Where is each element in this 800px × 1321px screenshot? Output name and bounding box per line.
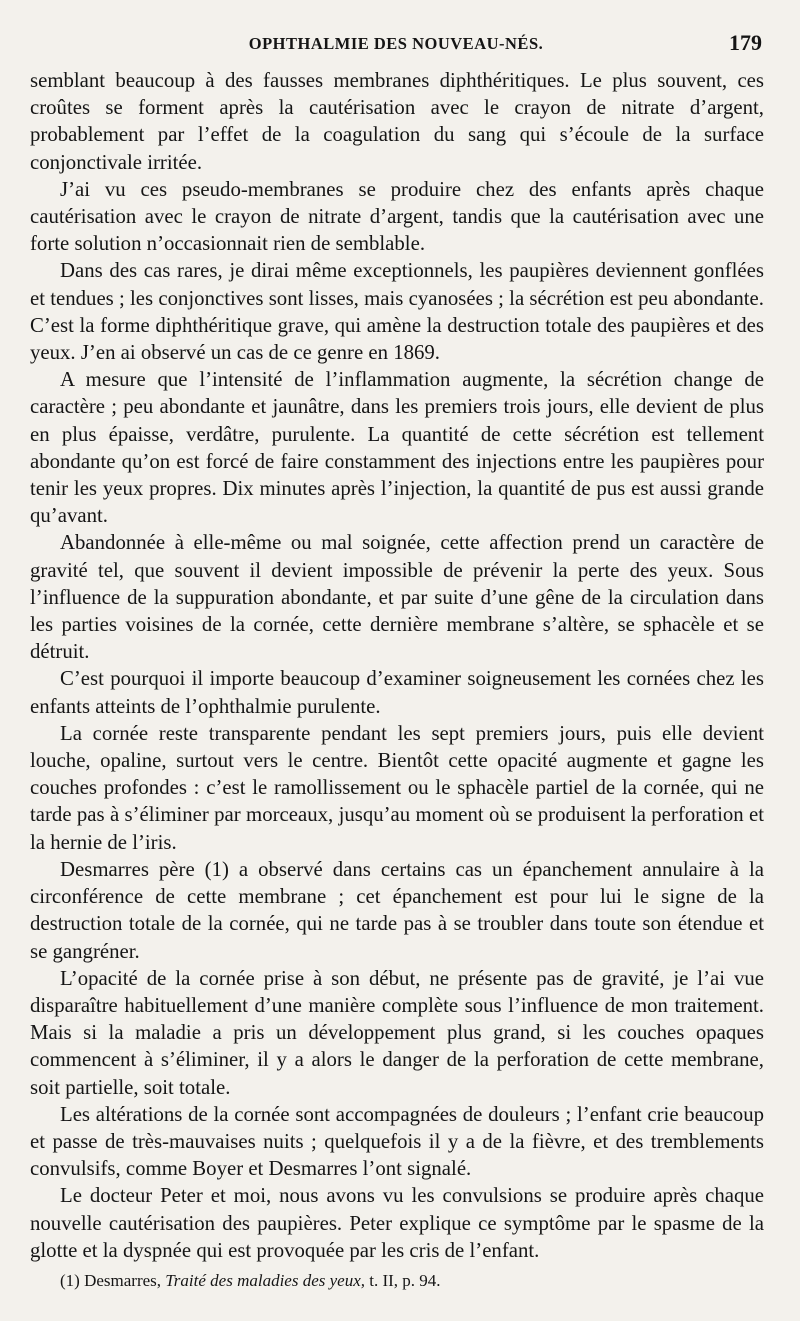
paragraph: C’est pourquoi il importe beaucoup d’examiner soigneusement les cornées chez les enfants atteints de l’ophthalmie purulente. bbox=[30, 667, 764, 718]
footnote-title: Traité des maladies des yeux, bbox=[165, 1271, 365, 1290]
running-title: OPHTHALMIE DES NOUVEAU-NÉS. bbox=[248, 34, 544, 53]
body-text bbox=[30, 67, 764, 1264]
paragraph: Le docteur Peter et moi, nous avons vu les convulsions se produire après chaque nouvelle cautérisation des paupières. Peter explique ce symptôme par le spasme de la glotte et la dyspnée qui est provoquée par les cris de l’enfant. bbox=[30, 1184, 764, 1262]
paragraph: semblant beaucoup à des fausses membranes diphthéritiques. Le plus souvent, ces croûtes se forment après la cautérisation avec le crayon de nitrate d’argent, probablement par l’effet de la coagulation du sang qui s’écoule de la surface conjonctivale irritée. bbox=[30, 69, 764, 174]
paragraph: Desmarres père (1) a observé dans certains cas un épanchement annulaire à la circonférence de cette membrane ; cet épanchement est pour lui le signe de la destruction totale de la cornée, qui ne tarde pas à se troubler dans toute son étendue et se gangréner. bbox=[30, 857, 764, 963]
paragraph: Abandonnée à elle-même ou mal soignée, cette affection prend un caractère de gravité tel, que souvent il devient impossible de prévenir la perte des yeux. Sous l’influence de la suppuration abondante, et par suite d’une gêne de la circulation dans les parties voisines de la cornée, cette dernière membrane s’altère, se sphacèle et se détruit. bbox=[30, 531, 764, 664]
page-number: 179 bbox=[729, 30, 762, 55]
paragraph: La cornée reste transparente pendant les sept premiers jours, puis elle devient louche, opaline, surtout vers le centre. Bientôt cette opacité augmente et gagne les couches profondes : c’est le ramollissement ou le sphacèle partiel de la cornée, qui ne tarde pas à s’éliminer par morceaux, jusqu’au moment où se produisent la perforation et la hernie de l’iris. bbox=[30, 721, 764, 854]
running-head bbox=[30, 30, 762, 62]
paragraph: L’opacité de la cornée prise à son début, ne présente pas de gravité, je l’ai vue disparaître habituellement d’une manière complète sous l’influence de mon traitement. Mais si la maladie a pris un développement plus grand, si les couches opaques commencent à s’éliminer, il y a alors le danger de la perforation de cette membrane, soit partielle, soit totale. bbox=[30, 966, 764, 1099]
footnote bbox=[60, 1270, 760, 1292]
footnote-marker: (1) bbox=[60, 1271, 80, 1290]
paragraph: J’ai vu ces pseudo-membranes se produire chez des enfants après chaque cautérisation avec le crayon de nitrate d’argent, tandis que la cautérisation avec une forte solution n’occasionnait rien de semblable. bbox=[30, 177, 764, 256]
paragraph: Dans des cas rares, je dirai même exceptionnels, les paupières deviennent gonflées et tendues ; les conjonctives sont lisses, mais cyanosées ; la sécrétion est peu abondante. C’est la forme diphthéritique grave, qui amène la destruction totale des paupières et des yeux. J’en ai observé un cas de ce genre en 1869. bbox=[30, 259, 764, 365]
footnote-author: Desmarres, bbox=[84, 1271, 162, 1290]
footnote-reference: t. II, p. 94. bbox=[369, 1271, 441, 1290]
paragraph: Les altérations de la cornée sont accompagnées de douleurs ; l’enfant crie beaucoup et passe de très-mauvaises nuits ; quelquefois il y a de la fièvre, et des tremblements convulsifs, comme Boyer et Desmarres l’ont signalé. bbox=[30, 1102, 764, 1181]
paragraph: A mesure que l’intensité de l’inflammation augmente, la sécrétion change de caractère ; peu abondante et jaunâtre, dans les premiers trois jours, elle devient de plus en plus épaisse, verdâtre, purulente. La quantité de cette sécrétion est tellement abondante qu’on est forcé de faire constamment des injections entre les paupières pour tenir les yeux propres. Dix minutes après l’injection, la quantité de pus est aussi grande qu’avant. bbox=[30, 368, 764, 528]
